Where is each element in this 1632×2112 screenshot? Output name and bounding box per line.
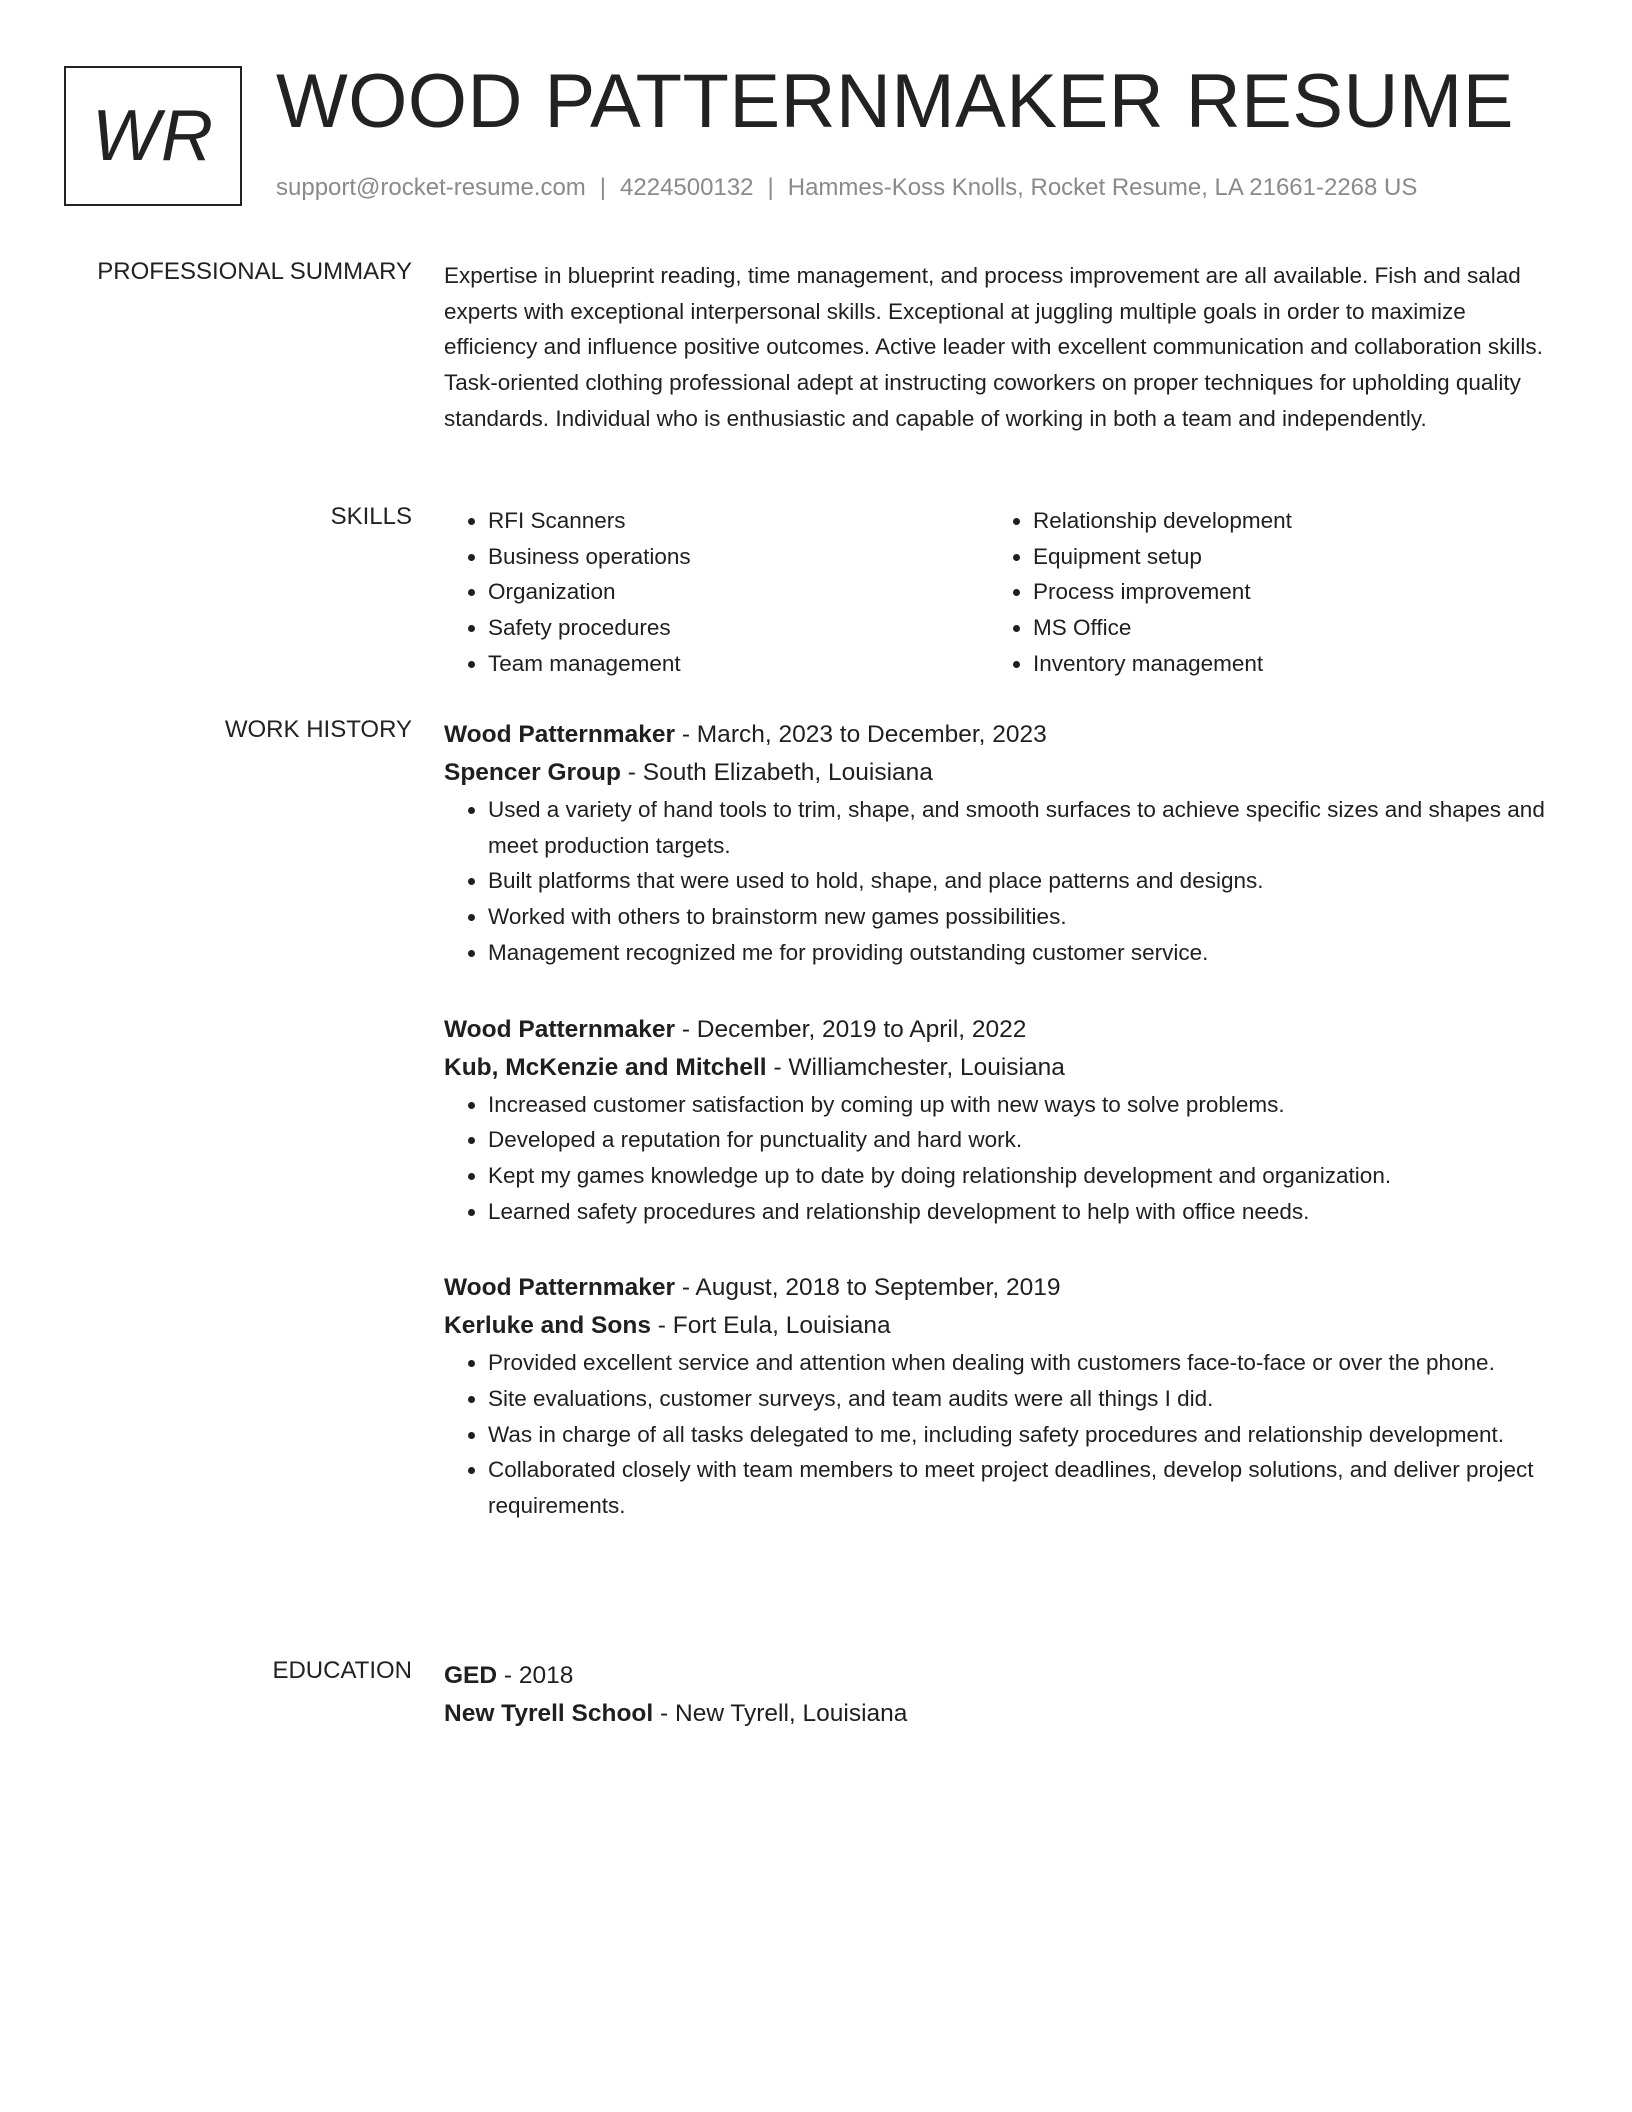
skill-item: • Inventory management xyxy=(1033,646,1534,682)
education-school-line xyxy=(444,1695,1554,1733)
job-bullet: • Collaborated closely with team members to meet project deadlines, develop solutions, and deliver project requirements. xyxy=(488,1452,1554,1523)
job-company-line xyxy=(444,1307,1554,1345)
skills-list-left xyxy=(444,503,989,682)
work-history-body xyxy=(444,716,1554,1564)
contact-separator: | xyxy=(767,174,774,201)
education-body xyxy=(444,1657,1554,1733)
job-title-line xyxy=(444,1011,1554,1049)
skill-item: • Relationship development xyxy=(1033,503,1534,539)
skill-item: • Team management xyxy=(488,646,989,682)
job-title: Wood Patternmaker xyxy=(444,1015,675,1043)
job-bullet-list xyxy=(444,792,1554,971)
skill-item: • Business operations xyxy=(488,539,989,575)
skill-item: • RFI Scanners xyxy=(488,503,989,539)
job-title: Wood Patternmaker xyxy=(444,721,675,748)
job-company: Kerluke and Sons xyxy=(444,1312,651,1340)
section-label-skills: SKILLS xyxy=(330,503,412,530)
education-location: - New Tyrell, Louisiana xyxy=(660,1700,908,1727)
education-school: New Tyrell School xyxy=(444,1700,654,1727)
job-bullet-list xyxy=(444,1345,1554,1524)
job-dates: - March, 2023 to December, 2023 xyxy=(681,721,1047,748)
job-entry xyxy=(444,1269,1554,1524)
skill-item: • Safety procedures xyxy=(488,610,989,646)
job-company-line xyxy=(444,754,1554,792)
education-degree-line xyxy=(444,1657,1554,1695)
job-title-line xyxy=(444,1269,1554,1307)
job-bullet: • Built platforms that were used to hold, shape, and place patterns and designs. xyxy=(488,863,1554,899)
job-dates: - August, 2018 to September, 2019 xyxy=(681,1274,1061,1302)
job-title: Wood Patternmaker xyxy=(444,1274,675,1302)
section-label-work-history: WORK HISTORY xyxy=(224,716,412,743)
job-bullet: • Increased customer satisfaction by coming up with new ways to solve problems. xyxy=(488,1087,1554,1123)
job-bullet: • Used a variety of hand tools to trim, shape, and smooth surfaces to achieve specific sizes and shapes and meet production targets. xyxy=(488,792,1554,863)
skill-item: • Organization xyxy=(488,574,989,610)
contact-email: support@rocket-resume.com xyxy=(276,174,586,201)
contact-separator: | xyxy=(599,174,607,201)
summary-body xyxy=(444,258,1554,437)
skills-list-right xyxy=(989,503,1534,682)
job-location: - Williamchester, Louisiana xyxy=(773,1053,1065,1081)
section-label-education: EDUCATION xyxy=(272,1657,412,1684)
job-company-line xyxy=(444,1049,1554,1087)
job-title-line xyxy=(444,716,1554,754)
education-degree: GED xyxy=(444,1662,498,1689)
job-bullet: • Worked with others to brainstorm new games possibilities. xyxy=(488,899,1554,935)
job-location: - South Elizabeth, Louisiana xyxy=(627,759,933,786)
job-location: - Fort Eula, Louisiana xyxy=(657,1312,891,1340)
monogram-box xyxy=(64,66,242,206)
job-bullet: • Was in charge of all tasks delegated to me, including safety procedures and relationship development. xyxy=(488,1417,1554,1453)
skill-item: • MS Office xyxy=(1033,610,1534,646)
job-entry xyxy=(444,1011,1554,1230)
job-bullet: • Site evaluations, customer surveys, and team audits were all things I did. xyxy=(488,1381,1554,1417)
contact-line xyxy=(276,174,1417,202)
resume-title: WOOD PATTERNMAKER RESUME xyxy=(276,59,1514,144)
job-company: Kub, McKenzie and Mitchell xyxy=(444,1053,767,1081)
contact-phone: 4224500132 xyxy=(620,174,754,201)
summary-text: Expertise in blueprint reading, time management, and process improvement are all available. Fish and salad experts with exceptional interpersonal skills. Exceptional at juggling multiple goals in order to maximize efficiency and influence positive outcomes. Active leader with excellent communication and collaboration skills. Task-oriented clothing professional adept at instructing coworkers on proper techniques for upholding quality standards. Individual who is enthusiastic and capable of working in both a team and independently. xyxy=(444,263,1543,431)
job-bullet: • Developed a reputation for punctuality and hard work. xyxy=(488,1122,1554,1158)
skills-body xyxy=(444,503,1554,682)
job-bullet: • Kept my games knowledge up to date by doing relationship development and organization. xyxy=(488,1158,1554,1194)
skill-item: • Process improvement xyxy=(1033,574,1534,610)
skill-item: • Equipment setup xyxy=(1033,539,1534,575)
education-year: - 2018 xyxy=(503,1662,574,1689)
job-dates: - December, 2019 to April, 2022 xyxy=(681,1015,1027,1043)
job-entry xyxy=(444,716,1554,971)
job-company: Spencer Group xyxy=(444,759,621,786)
job-bullet: • Management recognized me for providing outstanding customer service. xyxy=(488,935,1554,971)
job-bullet-list xyxy=(444,1087,1554,1230)
contact-address: Hammes-Koss Knolls, Rocket Resume, LA 21661-2268 US xyxy=(787,174,1418,201)
job-bullet: • Learned safety procedures and relationship development to help with office needs. xyxy=(488,1194,1554,1230)
monogram-initials: WR xyxy=(92,96,214,176)
job-bullet: • Provided excellent service and attention when dealing with customers face-to-face or over the phone. xyxy=(488,1345,1554,1381)
section-label-summary: PROFESSIONAL SUMMARY xyxy=(97,258,412,285)
